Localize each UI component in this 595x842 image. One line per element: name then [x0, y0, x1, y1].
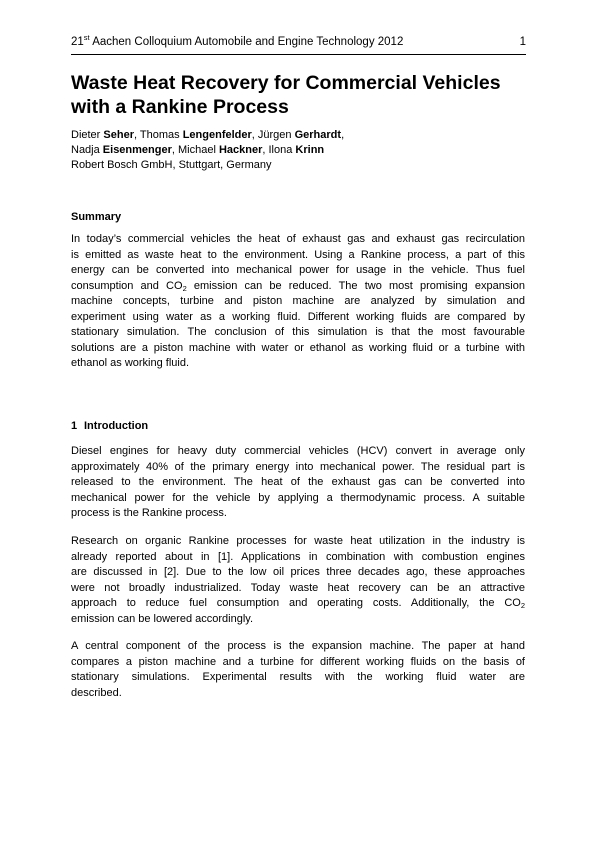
author-line-2: Nadja Eisenmenger, Michael Hackner, Ilona Krinn — [71, 144, 325, 156]
text-line: mechanical power for the vehicle by applying a thermodynamic process. A suitable — [71, 491, 525, 504]
section-title: Introduction — [84, 420, 149, 432]
text-line: described. — [71, 686, 122, 699]
text-line: stationary simulation. The conclusion of this simulation is that the most favourable — [71, 326, 525, 339]
text-line: A central component of the process is the expansion machine. The paper at hand — [71, 640, 525, 652]
text-line: Diesel engines for heavy duty commercial vehicles (HCV) convert in average only — [71, 445, 525, 457]
text-line: already reported about in [1]. Applications in combination with combustion engines — [71, 550, 525, 563]
paper-title-line-2: with a Rankine Process — [71, 96, 289, 118]
running-header — [71, 33, 526, 48]
intro-paragraph-2 — [71, 534, 525, 627]
paper-title-line-1: Waste Heat Recovery for Commercial Vehicles — [71, 72, 501, 94]
text-line: In today’s commercial vehicles the heat of exhaust gas and exhaust gas recirculation — [71, 233, 525, 245]
section-number: 1 — [71, 420, 78, 432]
conference-title: 21st Aachen Colloquium Automobile and Engine Technology 2012 — [71, 33, 404, 48]
text-line: are discussed in [2]. Due to the low oil prices three decades ago, these approaches — [71, 566, 525, 579]
text-line: stationary simulations. Experimental results with the working fluid water are — [71, 671, 525, 684]
affiliation: Robert Bosch GmbH, Stuttgart, Germany — [71, 159, 272, 171]
text-line: emission can be lowered accordingly. — [71, 612, 253, 625]
author-line-1: Dieter Seher, Thomas Lengenfelder, Jürgen Gerhardt, — [71, 129, 345, 141]
text-line: released to the environment. The heat of the exhaust gas can be converted into — [71, 476, 525, 489]
text-line: is emitted as waste heat to the environment. Using a Rankine process, a part of this — [71, 248, 525, 261]
text-line: experiment using water as a working fluid. Different working fluids are compared by — [71, 310, 525, 323]
text-line: machine concepts, turbine and piston machine are analyzed by simulation and — [71, 295, 525, 308]
summary-heading: Summary — [71, 211, 122, 223]
intro-paragraph-3 — [71, 639, 525, 701]
text-line: Research on organic Rankine processes for waste heat utilization in the industry is — [71, 535, 525, 547]
text-line: were not broadly industrialized. Today waste heat recovery can be an attractive — [71, 581, 525, 594]
text-line: compares a piston machine and a turbine for different working fluids on the basis of — [71, 655, 525, 668]
page-number: 1 — [519, 36, 526, 48]
intro-paragraph-1 — [71, 444, 525, 522]
text-line: approximately 40% of the primary energy into mechanical power. The residual part is — [71, 460, 525, 473]
paper-title — [71, 71, 531, 119]
summary-paragraph — [71, 232, 525, 372]
author-block — [71, 128, 526, 173]
text-line: ethanol as working fluid. — [71, 357, 190, 370]
section-heading-introduction — [71, 420, 148, 432]
header-rule — [71, 54, 526, 55]
text-line: consumption and $CO_2$ emission can be reduced. The two most promising expansion — [71, 279, 525, 293]
text-line: solutions are a piston machine with water or ethanol as working fluid or a turbine with — [71, 341, 525, 354]
text-line: approach to reduce fuel consumption and operating costs. Additionally, the $CO_2$ — [71, 597, 525, 611]
text-line: energy can be converted into mechanical power for usage in the vehicle. Thus fuel — [71, 264, 525, 277]
text-line: process is the Rankine process. — [71, 507, 227, 520]
